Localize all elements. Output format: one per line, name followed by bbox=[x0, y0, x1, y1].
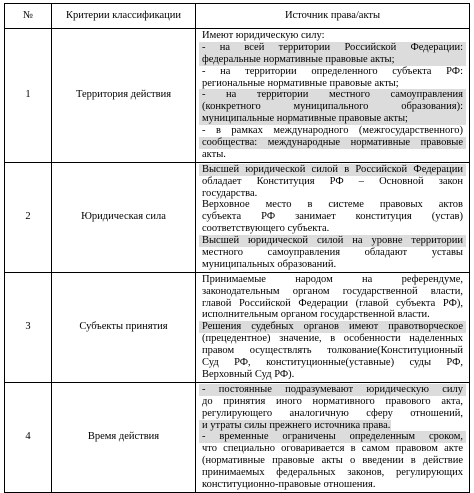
row-criterion: Субъекты принятия bbox=[52, 272, 196, 382]
source-line: - временные ограничены определенным сроком, bbox=[199, 431, 466, 443]
classification-table bbox=[4, 3, 470, 493]
row-sources bbox=[196, 272, 470, 382]
row-sources bbox=[196, 162, 470, 272]
row-number: 4 bbox=[5, 382, 52, 492]
source-line: муниципальных образований. bbox=[202, 258, 337, 270]
source-line: правом осуществлять толкование(Конституционный bbox=[202, 345, 463, 357]
source-line: (конкретного муниципального образования): bbox=[199, 101, 466, 113]
header-num: № bbox=[5, 4, 52, 29]
row-criterion: Юридическая сила bbox=[52, 162, 196, 272]
source-line: субъекта РФ занимает конституция (устав) bbox=[202, 211, 463, 223]
row-number: 1 bbox=[5, 29, 52, 163]
source-line: Высшей юридической силой на уровне территории bbox=[199, 235, 466, 247]
source-line: что специально оговаривается в самом правовом акте bbox=[202, 443, 463, 455]
source-line: Высшей юридической силой в Российской Федерации bbox=[199, 164, 466, 176]
table-row bbox=[5, 162, 470, 272]
source-line: - на всей территории Российской Федерации: bbox=[199, 42, 466, 54]
source-line: акты. bbox=[202, 148, 226, 160]
source-line: - постоянные подразумевают юридическую силу bbox=[199, 384, 466, 396]
source-line: принимаемых федеральных законов, регулирующих bbox=[202, 467, 463, 479]
source-line: Верховное место в системе правовых актов bbox=[202, 199, 463, 211]
table-row bbox=[5, 29, 470, 163]
source-line: муниципальные нормативные правовые акты; bbox=[199, 113, 466, 125]
source-line: Верховный Суд РФ). bbox=[202, 368, 295, 380]
row-sources bbox=[196, 382, 470, 492]
row-criterion: Время действия bbox=[52, 382, 196, 492]
header-sources: Источник права/акты bbox=[196, 4, 470, 29]
table-row bbox=[5, 272, 470, 382]
source-line: главой Российской Федерации (главой субъекта РФ), bbox=[202, 297, 463, 309]
row-number: 3 bbox=[5, 272, 52, 382]
source-line: - в рамках международного (межгосударственного) bbox=[202, 125, 463, 137]
row-sources bbox=[196, 29, 470, 163]
source-line: обладает Конституция РФ – Основной закон bbox=[202, 175, 463, 187]
header-criteria: Критерии классификации bbox=[52, 4, 196, 29]
source-line: (нормативные правовые акты о введении в действие bbox=[202, 455, 463, 467]
row-number: 2 bbox=[5, 162, 52, 272]
source-line: - на территории местного самоуправления bbox=[199, 89, 466, 101]
table-row bbox=[5, 382, 470, 492]
source-line: исполнительным органом государственной власти. bbox=[202, 309, 430, 321]
source-line: Решения судебных органов имеют правотворческое bbox=[199, 321, 466, 333]
header-row bbox=[5, 4, 470, 29]
source-line: - на территории определенного субъекта РФ: bbox=[202, 65, 463, 77]
source-line: конституционно-правовые отношения. bbox=[202, 478, 376, 490]
source-line: и утраты силы прежнего источника права. bbox=[199, 420, 466, 432]
source-line: соответствующего субъекта. bbox=[202, 223, 330, 235]
source-line: (прецедентное) значение, в особенности наделенных bbox=[202, 333, 463, 345]
source-line: Принимаемые народом на референдуме, bbox=[202, 273, 463, 285]
source-line: сообщества: международные нормативные правовые bbox=[199, 137, 466, 149]
source-line: региональные нормативные правовые акты; bbox=[202, 77, 399, 89]
source-line: местного самоуправления обладают уставы bbox=[202, 247, 463, 259]
source-line: Суд РФ, конституционные(уставные) суды РФ, bbox=[202, 357, 463, 369]
source-line: федеральные нормативные правовые акты; bbox=[199, 54, 466, 66]
source-line: законодательным органом государственной власти, bbox=[202, 285, 463, 297]
source-line: Имеют юридическую силу: bbox=[202, 30, 325, 41]
source-line: регулирующего аналогичную сферу отношений, bbox=[202, 407, 463, 419]
row-criterion: Территория действия bbox=[52, 29, 196, 163]
source-line: государства. bbox=[202, 187, 258, 199]
source-line: до принятия иного нормативного правового акта, bbox=[202, 395, 463, 407]
